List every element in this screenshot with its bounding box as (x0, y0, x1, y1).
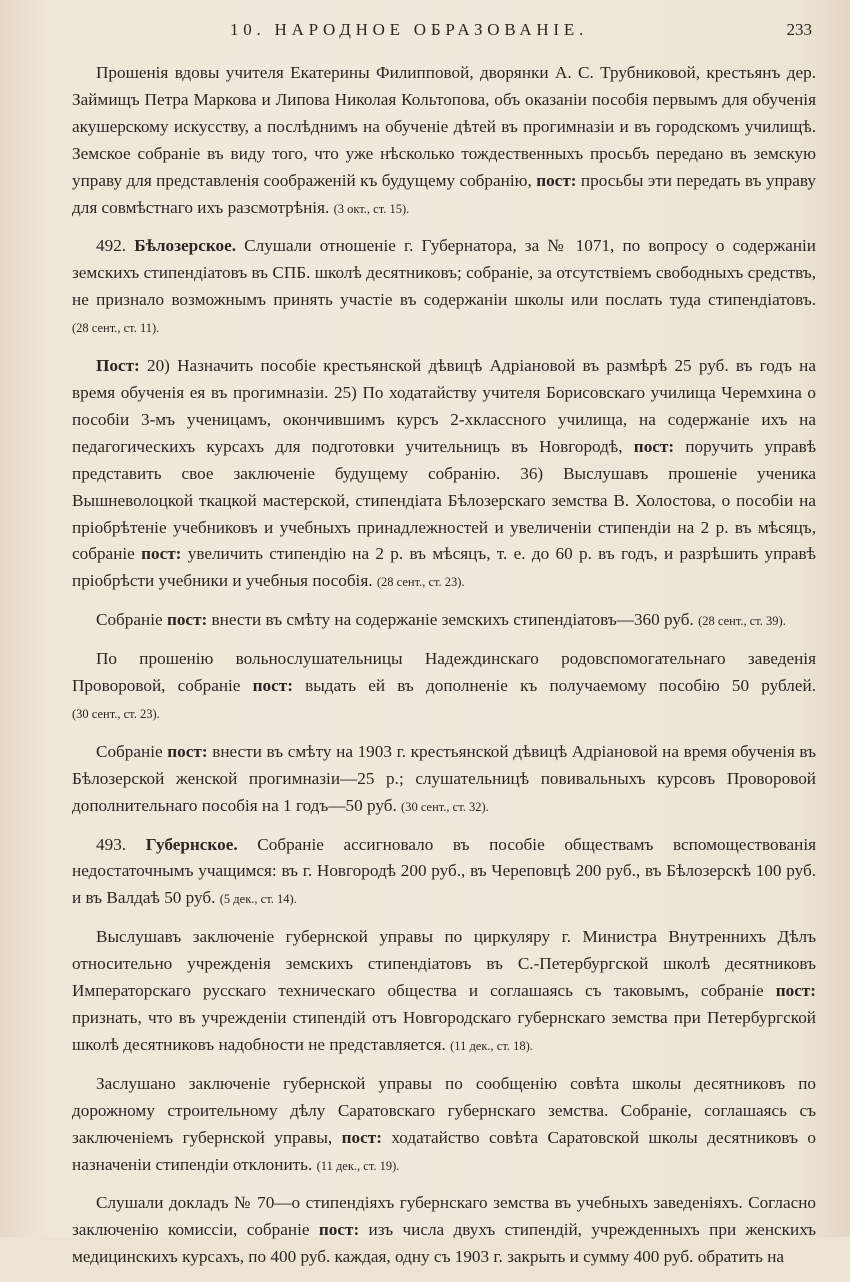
reference: (30 сент., ст. 23). (72, 706, 160, 721)
body-text (72, 60, 816, 1282)
district-name: Бѣлозерское. (134, 236, 237, 256)
reference: (28 сент., ст. 39). (698, 614, 786, 629)
reference: (28 сент., ст. 23). (376, 575, 465, 590)
paragraph-492: 492. Бѣлозерское. Слушали отношеніе г. Губернатора, за № 1071, по вопросу о содержаніи земскихъ стипендіатовъ въ СПБ. школѣ десятниковъ; собраніе, за отсутствіемъ свободныхъ средствъ, не признало возможнымъ принять участіе въ содержаніи школы или послать туда стипендіатовъ. (28 сент., ст. 11). (72, 236, 817, 336)
paragraph-petitions: Прошенія вдовы учителя Екатерины Филипповой, дворянки А. С. Трубниковой, крестьянъ дер. Займищъ Петра Маркова и Липова Николая Кольтопова, объ оказаніи пособія первымъ для обученія акушерскому искусству, а послѣднимъ на обученіе дѣтей въ прогимназіи и въ городскомъ училищѣ. Земское собраніе въ виду того, что уже нѣсколько тождественныхъ просьбъ передано въ земскую управу для представленія соображеній къ будущему собранію, пост: просьбы эти передать въ управу для совмѣстнаго ихъ разсмотрѣнія. (3 окт., ст. 15). (72, 63, 817, 217)
reference: (28 сент., ст. 11). (72, 321, 160, 336)
paragraph-saratov-school: Заслушано заключеніе губернской управы по сообщенію совѣта школы десятниковъ по дорожному строительному дѣлу Саратовскаго губернскаго земства. Собраніе, соглашаясь съ заключеніемъ губернской управы, пост: ходатайство совѣта Саратовской школы десятниковъ о назначеніи стипендіи отклонить. (11 дек., ст. 19). (72, 1073, 817, 1174)
item-number: 493. (96, 834, 127, 854)
page-number: 233 (786, 20, 812, 39)
item-number: 492. (96, 236, 127, 256)
reference: (3 окт., ст. 15). (333, 201, 410, 216)
paragraph-resolutions: Пост: 20) Назначить пособіе крестьянской дѣвицѣ Адріановой въ размѣрѣ 25 руб. въ годъ на время обученія ея въ прогимназіи. 25) По ходатайству учителя Борисовскаго училища Черемхина о пособіи 3-мъ ученицамъ, окончившимъ курсъ 2-хклассного училища, на содержаніе ихъ на педагогическихъ курсахъ для подготовки учительницъ въ Новгородѣ, пост: поручить управѣ представить свое заключеніе будущему собранію. 36) Выслушавъ прошеніе ученика Вышневолоцкой ткацкой мастерской, стипендіата Бѣлозерскаго земства В. Холостова, о пособіи на пріобрѣтеніе учебниковъ и учебныхъ принадлежностей и увеличеніи стипендіи на 2 р. въ мѣсяцъ, собраніе пост: увеличить стипендію на 2 р. въ мѣсяцъ, т. е. до 60 р. въ годъ, и разрѣшить управѣ пріобрѣсти учебники и учебныя пособія. (28 сент., ст. 23). (72, 356, 817, 591)
paragraph-budget-1903: Собраніе пост: внести въ смѣту на 1903 г. крестьянской дѣвицѣ Адріановой на время обученія въ Бѣлозерской женской прогимназіи—25 р.; слушательницѣ повивальныхъ курсовъ Проворовой дополнительнаго пособія на 1 годъ—50 руб. (30 сент., ст. 32). (72, 741, 817, 815)
paragraph-report-70: Слушали докладъ № 70—о стипендіяхъ губернскаго земства въ учебныхъ заведеніяхъ. Согласно заключенію комиссіи, собраніе пост: изъ числа двухъ стипендій, учрежденныхъ при женскихъ медицинскихъ курсахъ, по 400 руб. каждая, одну съ 1903 г. закрыть и сумму 400 руб. обратить на (72, 1193, 817, 1267)
reference: (11 дек., ст. 19). (316, 1158, 400, 1173)
paragraph-proverova: По прошенію вольнослушательницы Надеждинскаго родовспомогательнаго заведенія Проворовой, собраніе пост: выдать ей въ дополненіе къ получаемому пособію 50 рублей. (30 сент., ст. 23). (72, 649, 817, 721)
district-name: Губернское. (145, 834, 238, 854)
reference: (11 дек., ст. 18). (450, 1038, 533, 1053)
section-title: 10. НАРОДНОЕ ОБРАЗОВАНІЕ. (230, 20, 589, 39)
reference: (5 дек., ст. 14). (219, 892, 297, 907)
page-header (72, 16, 812, 44)
paragraph-spb-school: Выслушавъ заключеніе губернской управы по циркуляру г. Министра Внутреннихъ Дѣлъ относительно учрежденія земскихъ стипендіатовъ въ С.-Петербургской школѣ десятниковъ Императорскаго русскаго техническаго общества и соглашаясь съ таковымъ, собраніе пост: признать, что въ учрежденіи стипендій отъ Новгородскаго губернскаго земства при Петербургской школѣ десятниковъ надобности не представляется. (11 дек., ст. 18). (72, 927, 816, 1054)
reference: (30 сент., ст. 32). (401, 799, 489, 814)
paragraph-budget-360: Собраніе пост: внести въ смѣту на содержаніе земскихъ стипендіатовъ—360 руб. (28 сент., ст. 39). (96, 610, 786, 630)
paragraph-493: 493. Губернское. Собраніе ассигновало въ пособіе обществамъ вспомоществованія недостаточнымъ учащимся: въ г. Новгородѣ 200 руб., въ Череповцѣ 200 руб., въ Бѣлозерскѣ 100 руб. и въ Валдаѣ 50 руб. (5 дек., ст. 14). (72, 834, 816, 908)
